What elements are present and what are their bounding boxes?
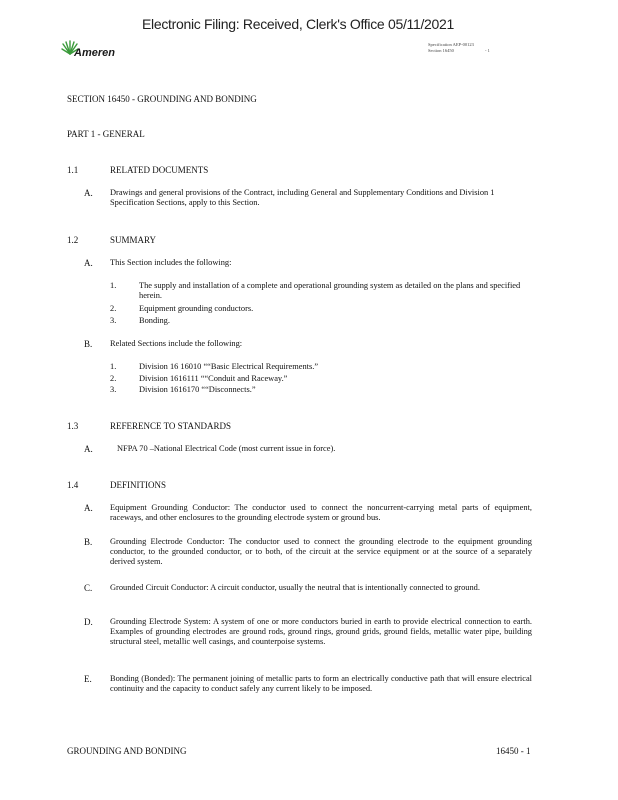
spec-line-1: Specification AEP-00123: [428, 42, 474, 47]
list-number: 2.: [110, 304, 117, 313]
list-number: 1.: [110, 281, 117, 290]
paragraph: Grounding Electrode System: A system of one or more conductors buried in earth to provide electrical connection to earth. Examples of grounding electrodes are ground rods, ground rings, ground grids, ground fields, metallic water pipe, building structural steel, metallic well casings, and counterpoise systems.: [110, 617, 532, 646]
item-label: A.: [84, 188, 93, 198]
list-number: 1.: [110, 362, 117, 371]
section-number: 1.2: [67, 235, 79, 245]
footer-title: GROUNDING AND BONDING: [67, 746, 187, 756]
paragraph: Grounded Circuit Conductor: A circuit conductor, usually the neutral that is intentionally connected to ground.: [110, 583, 480, 592]
section-heading: DEFINITIONS: [110, 480, 166, 490]
list-item: Division 1616170 ““Disconnects.”: [139, 385, 256, 394]
filing-stamp: Electronic Filing: Received, Clerk's Office 05/11/2021: [142, 16, 455, 32]
section-number: 1.4: [67, 480, 79, 490]
item-label: B.: [84, 339, 93, 349]
paragraph: NFPA 70 –National Electrical Code (most current issue in force).: [117, 444, 336, 453]
spec-page-ref: - 1: [485, 48, 490, 53]
spec-header: [428, 42, 490, 54]
ameren-logo: [60, 40, 130, 62]
item-label: E.: [84, 674, 92, 684]
paragraph: Equipment Grounding Conductor: The conductor used to connect the noncurrent-carrying metal parts of equipment, raceways, and other enclosures to the grounding electrode system or ground bus.: [110, 503, 532, 522]
part-heading: PART 1 - GENERAL: [67, 129, 145, 139]
paragraph: Bonding (Bonded): The permanent joining of metallic parts to form an electrically conductive path that will ensure electrical continuity and the capacity to conduct safely any current likely to be imposed.: [110, 674, 532, 693]
paragraph: This Section includes the following:: [110, 258, 232, 267]
list-item: Bonding.: [139, 316, 170, 325]
list-number: 3.: [110, 385, 117, 394]
section-heading: SUMMARY: [110, 235, 157, 245]
list-item: Equipment grounding conductors.: [139, 304, 254, 313]
list-number: 2.: [110, 374, 117, 383]
paragraph: Drawings and general provisions of the Contract, including General and Supplementary Conditions and Division 1 Specification Sections, apply to this Section.: [110, 188, 495, 207]
item-label: A.: [84, 503, 93, 513]
list-number: 3.: [110, 316, 117, 325]
item-label: B.: [84, 537, 93, 547]
section-number: 1.3: [67, 421, 79, 431]
section-heading: REFERENCE TO STANDARDS: [110, 421, 231, 431]
list-item: Division 1616111 ““Conduit and Raceway.”: [139, 374, 288, 383]
paragraph: Grounding Electrode Conductor: The conductor used to connect the grounding electrode to the equipment grounding conductor, to the grounded conductor, or to both, of the circuit at the service equipment or at the source of a separately derived system.: [110, 537, 532, 566]
section-number: 1.1: [67, 165, 79, 175]
item-label: C.: [84, 583, 93, 593]
item-label: A.: [84, 444, 93, 454]
footer-page-number: 16450 - 1: [496, 746, 531, 756]
logo-text: Ameren: [74, 47, 115, 59]
section-title: SECTION 16450 - GROUNDING AND BONDING: [67, 94, 257, 104]
spec-line-2: Section 16450: [428, 48, 454, 53]
section-heading: RELATED DOCUMENTS: [110, 165, 209, 175]
list-item: Division 16 16010 ““Basic Electrical Requirements.”: [139, 362, 319, 371]
paragraph: Related Sections include the following:: [110, 339, 243, 348]
list-item: The supply and installation of a complete and operational grounding system as detailed on the plans and specified herein.: [139, 281, 521, 300]
item-label: A.: [84, 258, 93, 268]
item-label: D.: [84, 617, 93, 627]
